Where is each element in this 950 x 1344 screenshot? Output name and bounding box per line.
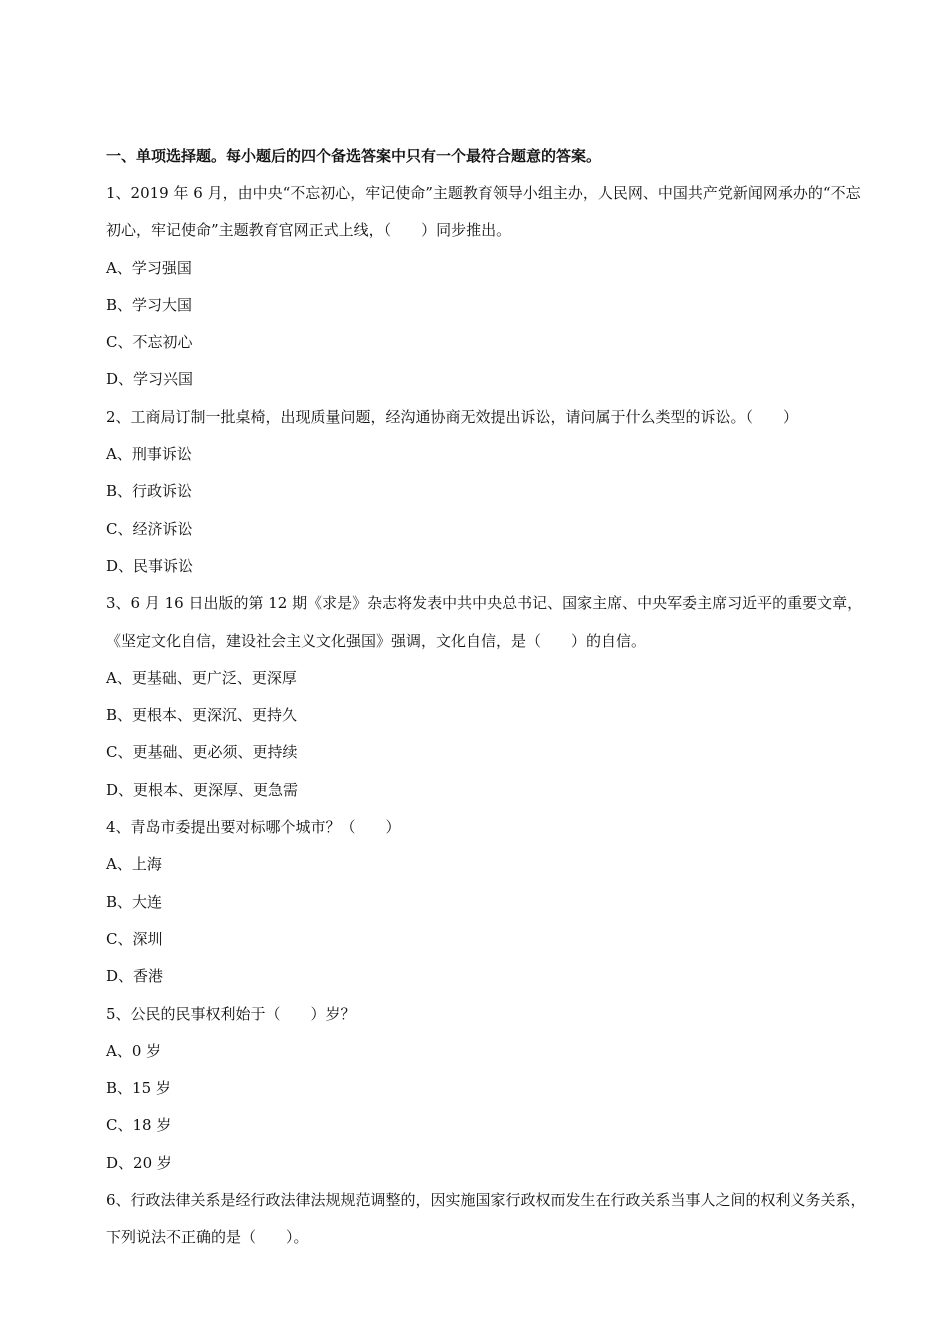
option-a: A、学习强国 (106, 258, 192, 277)
option-d: D、香港 (106, 967, 164, 986)
question-stem: 4、青岛市委提出要对标哪个城市？（ ） (106, 818, 401, 837)
option-c: C、更基础、更必须、更持续 (106, 743, 298, 762)
option-b: B、15 岁 (106, 1079, 171, 1098)
question-stem: 6、行政法律关系是经行政法律法规规范调整的，因实施国家行政权而发生在行政关系当事人之间的权利义务关系，下列说法不正确的是（ ）。 (106, 1191, 866, 1247)
option-c: C、不忘初心 (106, 333, 193, 352)
option-c: C、深圳 (106, 929, 163, 948)
option-c: C、18 岁 (106, 1116, 172, 1135)
option-a: A、刑事诉讼 (106, 445, 192, 464)
option-a: A、更基础、更广泛、更深厚 (106, 668, 297, 687)
question-stem: 2、工商局订制一批桌椅，出现质量问题，经沟通协商无效提出诉讼，请问属于什么类型的诉讼。（ ） (106, 407, 799, 426)
question-1 (106, 175, 866, 399)
question-4 (106, 809, 866, 995)
option-d: D、更根本、更深厚、更急需 (106, 780, 299, 799)
option-b: B、大连 (106, 892, 163, 911)
question-6 (106, 1182, 866, 1257)
question-stem: 1、2019 年 6 月，由中央“不忘初心，牢记使命”主题教育领导小组主办，人民网、中国共产党新闻网承办的“不忘初心，牢记使命”主题教育官网正式上线，（ ）同步推出。 (106, 184, 861, 240)
section-title: 一、单项选择题。每小题后的四个备选答案中只有一个最符合题意的答案。 (106, 147, 602, 165)
option-b: B、学习大国 (106, 295, 193, 314)
option-b: B、更根本、更深沉、更持久 (106, 706, 298, 725)
option-d: D、学习兴国 (106, 370, 194, 389)
option-a: A、0 岁 (106, 1041, 162, 1060)
document-content (106, 138, 866, 1257)
question-stem: 5、公民的民事权利始于（ ）岁？ (106, 1004, 356, 1023)
option-d: D、民事诉讼 (106, 556, 194, 575)
question-3 (106, 585, 866, 809)
question-stem: 3、6 月 16 日出版的第 12 期《求是》杂志将发表中共中央总书记、国家主席、中央军委主席习近平的重要文章，《坚定文化自信，建设社会主义文化强国》强调，文化自信，是（ ）的自信。 (106, 594, 863, 650)
option-d: D、20 岁 (106, 1153, 172, 1172)
option-b: B、行政诉讼 (106, 482, 193, 501)
option-c: C、经济诉讼 (106, 519, 193, 538)
question-5 (106, 996, 866, 1182)
option-a: A、上海 (106, 855, 162, 874)
question-2 (106, 399, 866, 585)
